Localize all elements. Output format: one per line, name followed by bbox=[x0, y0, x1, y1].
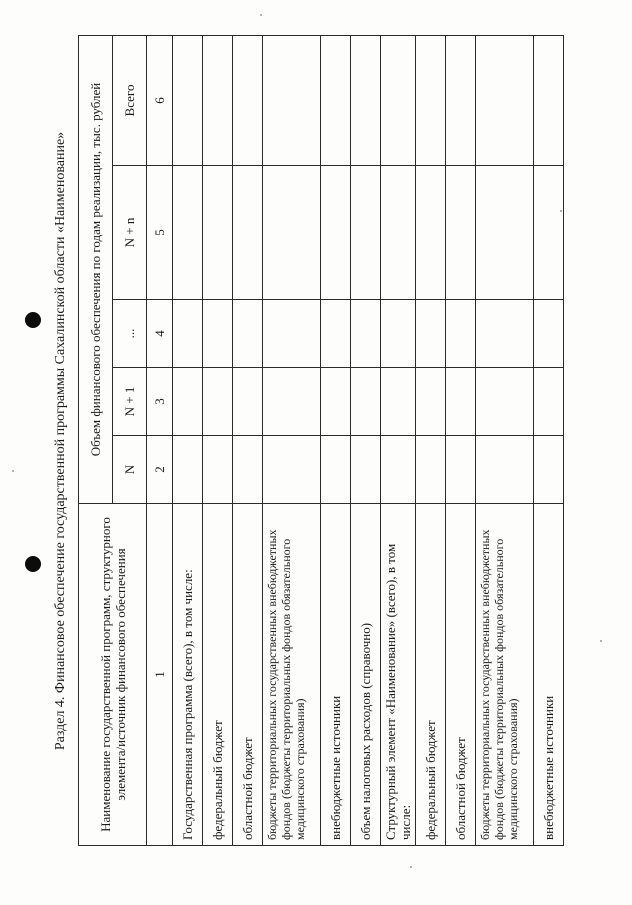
value-cell bbox=[534, 368, 564, 436]
value-cell bbox=[173, 368, 203, 436]
value-cell bbox=[233, 436, 263, 504]
table-row bbox=[476, 35, 534, 845]
row-label: Структурный элемент «Наименование» (всего), в том числе: bbox=[381, 504, 416, 846]
header-year-ellipsis: ... bbox=[113, 300, 147, 368]
value-cell bbox=[476, 368, 534, 436]
value-cell bbox=[381, 368, 416, 436]
value-cell bbox=[351, 35, 381, 165]
value-cell bbox=[446, 300, 476, 368]
value-cell bbox=[416, 166, 446, 300]
value-cell bbox=[476, 35, 534, 165]
value-cell bbox=[534, 300, 564, 368]
value-cell bbox=[263, 35, 321, 165]
value-cell bbox=[416, 35, 446, 165]
section-title: Раздел 4. Финансовое обеспечение государственной программы Сахалинской области «Наименование» bbox=[53, 131, 68, 751]
value-cell bbox=[173, 436, 203, 504]
table-row bbox=[263, 35, 321, 845]
value-cell bbox=[203, 166, 233, 300]
value-cell bbox=[351, 368, 381, 436]
scan-speck bbox=[600, 640, 602, 642]
scan-speck bbox=[12, 470, 14, 472]
row-label: бюджеты территориальных государственных внебюджетных фондов (бюджеты территориальных фондов обязательного медицинского страхования) bbox=[476, 504, 534, 846]
table-row bbox=[381, 35, 416, 845]
value-cell bbox=[321, 300, 351, 368]
value-cell bbox=[233, 166, 263, 300]
column-number-row bbox=[147, 35, 173, 845]
value-cell bbox=[416, 436, 446, 504]
value-cell bbox=[203, 35, 233, 165]
col-number-1: 1 bbox=[147, 504, 173, 846]
table-row bbox=[446, 35, 476, 845]
value-cell bbox=[534, 35, 564, 165]
value-cell bbox=[321, 436, 351, 504]
value-cell bbox=[173, 35, 203, 165]
header-volume-col: Объем финансового обеспечения по годам реализации, тыс. рублей bbox=[79, 35, 113, 503]
header-year-n: N bbox=[113, 436, 147, 504]
col-number-5: 5 bbox=[147, 166, 173, 300]
value-cell bbox=[173, 300, 203, 368]
value-cell bbox=[446, 436, 476, 504]
scan-speck bbox=[260, 14, 262, 16]
header-year-total: Всего bbox=[113, 35, 147, 165]
value-cell bbox=[321, 166, 351, 300]
table-row bbox=[203, 35, 233, 845]
financing-table bbox=[78, 35, 564, 846]
value-cell bbox=[321, 35, 351, 165]
table-row bbox=[534, 35, 564, 845]
value-cell bbox=[203, 368, 233, 436]
value-cell bbox=[203, 436, 233, 504]
row-label: бюджеты территориальных государственных внебюджетных фондов (бюджеты территориальных фондов обязательного медицинского страхования) bbox=[263, 504, 321, 846]
value-cell bbox=[351, 300, 381, 368]
value-cell bbox=[233, 35, 263, 165]
value-cell bbox=[263, 300, 321, 368]
value-cell bbox=[446, 166, 476, 300]
value-cell bbox=[534, 166, 564, 300]
col-number-6: 6 bbox=[147, 35, 173, 165]
value-cell bbox=[203, 300, 233, 368]
row-label: федеральный бюджет bbox=[203, 504, 233, 846]
header-row-1 bbox=[79, 35, 113, 845]
value-cell bbox=[446, 368, 476, 436]
binder-hole-bottom bbox=[25, 556, 41, 572]
row-label: внебюджетные источники bbox=[534, 504, 564, 846]
value-cell bbox=[351, 436, 381, 504]
value-cell bbox=[534, 436, 564, 504]
value-cell bbox=[446, 35, 476, 165]
header-year-nn: N + n bbox=[113, 166, 147, 300]
value-cell bbox=[263, 436, 321, 504]
value-cell bbox=[263, 166, 321, 300]
table-row bbox=[321, 35, 351, 845]
value-cell bbox=[476, 300, 534, 368]
value-cell bbox=[381, 35, 416, 165]
scan-speck bbox=[410, 866, 412, 868]
value-cell bbox=[381, 300, 416, 368]
table-row bbox=[233, 35, 263, 845]
value-cell bbox=[416, 368, 446, 436]
rotated-page bbox=[46, 36, 566, 846]
row-label: областной бюджет bbox=[233, 504, 263, 846]
row-label: Государственная программа (всего), в том числе: bbox=[173, 504, 203, 846]
col-number-3: 3 bbox=[147, 368, 173, 436]
value-cell bbox=[233, 300, 263, 368]
value-cell bbox=[476, 166, 534, 300]
header-year-n1: N + 1 bbox=[113, 368, 147, 436]
col-number-2: 2 bbox=[147, 436, 173, 504]
value-cell bbox=[263, 368, 321, 436]
row-label: областной бюджет bbox=[446, 504, 476, 846]
value-cell bbox=[476, 436, 534, 504]
value-cell bbox=[321, 368, 351, 436]
table-row bbox=[173, 35, 203, 845]
value-cell bbox=[381, 436, 416, 504]
binder-hole-top bbox=[25, 312, 41, 328]
header-name-col: Наименование государственной программ, структурного элемента/источник финансового обеспечения bbox=[79, 504, 147, 846]
table-row bbox=[416, 35, 446, 845]
value-cell bbox=[233, 368, 263, 436]
value-cell bbox=[416, 300, 446, 368]
value-cell bbox=[173, 166, 203, 300]
table-row bbox=[351, 35, 381, 845]
row-label: объем налоговых расходов (справочно) bbox=[351, 504, 381, 846]
row-label: федеральный бюджет bbox=[416, 504, 446, 846]
value-cell bbox=[351, 166, 381, 300]
row-label: внебюджетные источники bbox=[321, 504, 351, 846]
value-cell bbox=[381, 166, 416, 300]
col-number-4: 4 bbox=[147, 300, 173, 368]
